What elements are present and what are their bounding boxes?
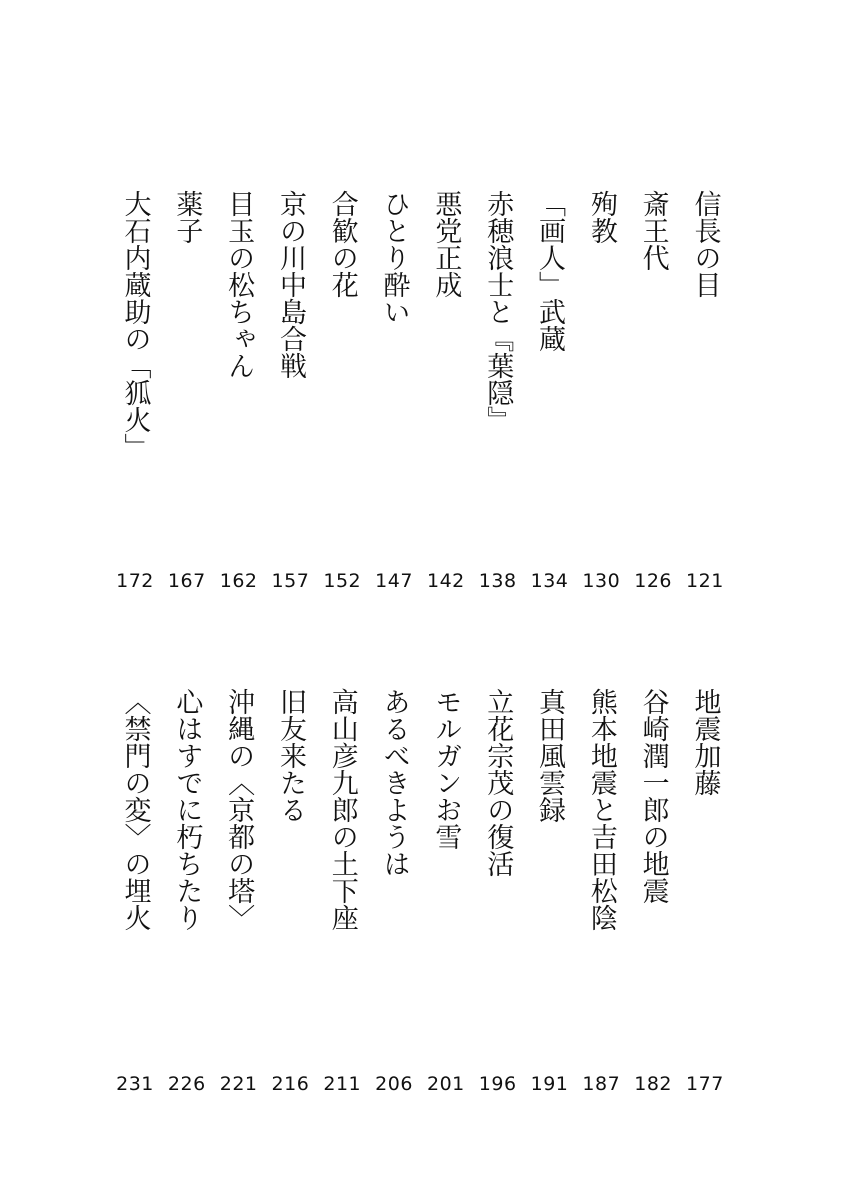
toc-page-number: 206 bbox=[375, 1073, 413, 1095]
toc-entry-title[interactable]: 目玉の松ちゃん bbox=[223, 190, 255, 379]
toc-entry-title[interactable]: 熊本地震と吉田松陰 bbox=[585, 688, 617, 931]
toc-page-number: 134 bbox=[530, 570, 569, 592]
toc-entry-title[interactable]: 大石内蔵助の「狐火」 bbox=[119, 190, 151, 460]
toc-page-numbers bbox=[110, 1073, 730, 1095]
toc-entry-title[interactable]: 合歓の花 bbox=[326, 190, 358, 298]
toc-page-number: 126 bbox=[634, 570, 672, 592]
toc-page-number: 162 bbox=[219, 570, 258, 592]
toc-entry-title[interactable]: 地震加藤 bbox=[689, 688, 721, 796]
toc-page-number: 231 bbox=[116, 1073, 154, 1095]
toc-entry-title[interactable]: 旧友来たる bbox=[274, 688, 306, 823]
toc-page-number: 147 bbox=[375, 570, 413, 592]
toc-entry-title[interactable]: 赤穂浪士と『葉隠』 bbox=[482, 190, 514, 433]
toc-page-numbers bbox=[110, 570, 730, 592]
toc-entry-title[interactable]: 心はすでに朽ちたり bbox=[171, 688, 203, 931]
toc-entry-title[interactable]: あるべきようは bbox=[378, 688, 410, 877]
toc-page-number: 211 bbox=[323, 1073, 362, 1095]
toc-entry-title[interactable]: 「画人」武蔵 bbox=[534, 190, 565, 352]
toc-page-number: 177 bbox=[686, 1073, 724, 1095]
toc-entry-title[interactable]: 〈禁門の変〉の埋火 bbox=[119, 688, 151, 931]
toc-page-number: 172 bbox=[116, 570, 154, 592]
toc-page-number: 121 bbox=[686, 570, 724, 592]
toc-page-number: 142 bbox=[426, 570, 465, 592]
toc-entry-title[interactable]: ひとり酔い bbox=[378, 190, 410, 325]
toc-entry-title[interactable]: 信長の目 bbox=[689, 190, 721, 298]
toc-page-number: 167 bbox=[167, 570, 206, 592]
toc-page-number: 138 bbox=[478, 570, 517, 592]
toc-page-number: 130 bbox=[582, 570, 621, 592]
toc-entry-title[interactable]: モルガンお雪 bbox=[430, 688, 462, 850]
toc-page-number: 182 bbox=[634, 1073, 672, 1095]
toc-page-number: 187 bbox=[582, 1073, 621, 1095]
toc-page-number: 221 bbox=[219, 1073, 258, 1095]
toc-page-number: 152 bbox=[323, 570, 362, 592]
toc-page-number: 226 bbox=[167, 1073, 206, 1095]
toc-page-number: 216 bbox=[271, 1073, 310, 1095]
toc-entry-title[interactable]: 殉教 bbox=[585, 190, 617, 244]
toc-page-number: 196 bbox=[478, 1073, 517, 1095]
toc-entry-title[interactable]: 京の川中島合戦 bbox=[274, 190, 306, 379]
toc-page-number: 191 bbox=[530, 1073, 569, 1095]
toc-entry-title[interactable]: 斎王代 bbox=[637, 190, 669, 271]
toc-entry-title[interactable]: 立花宗茂の復活 bbox=[482, 688, 514, 877]
toc-page-number: 201 bbox=[426, 1073, 465, 1095]
toc-entry-title[interactable]: 真田風雲録 bbox=[534, 688, 565, 823]
toc-titles bbox=[110, 688, 730, 1008]
toc-entry-title[interactable]: 高山彦九郎の土下座 bbox=[326, 688, 358, 931]
toc-page-number: 157 bbox=[271, 570, 310, 592]
toc-entry-title[interactable]: 悪党正成 bbox=[430, 190, 462, 298]
toc-titles bbox=[110, 190, 730, 510]
toc-entry-title[interactable]: 沖縄の〈京都の塔〉 bbox=[223, 688, 255, 931]
toc-entry-title[interactable]: 薬子 bbox=[171, 190, 203, 244]
toc-entry-title[interactable]: 谷崎潤一郎の地震 bbox=[637, 688, 669, 904]
